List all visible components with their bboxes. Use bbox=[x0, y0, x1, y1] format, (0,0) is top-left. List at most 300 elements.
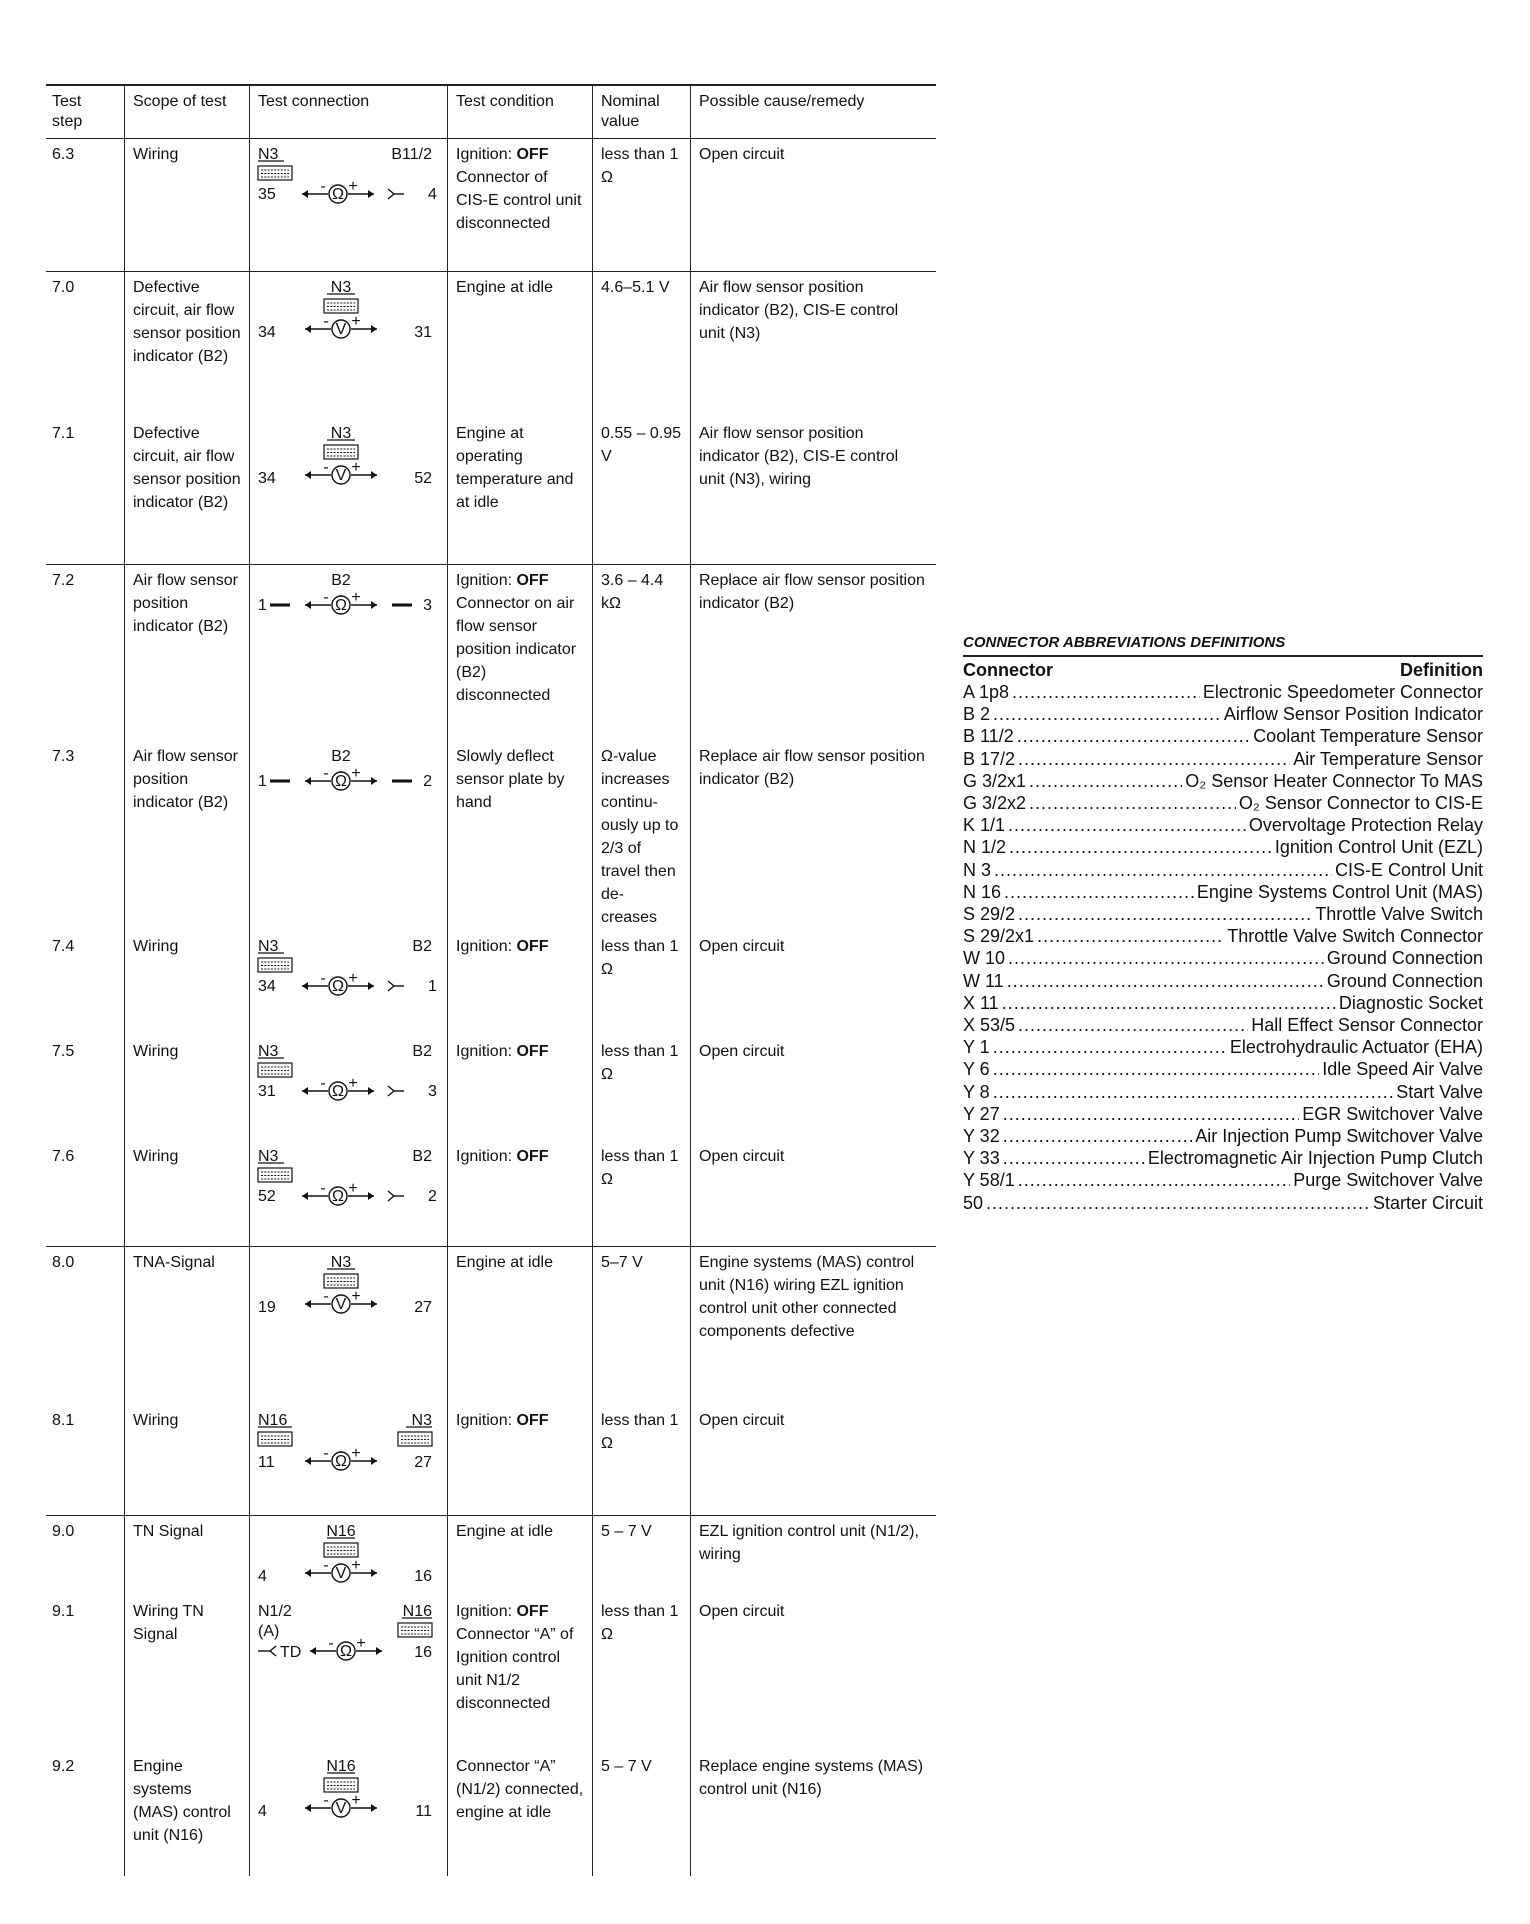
connector-top-label: N3 bbox=[330, 279, 352, 296]
definition-connector: 50 bbox=[963, 1192, 984, 1213]
table-row bbox=[46, 1141, 936, 1246]
nominal-value: less than 1 Ω bbox=[592, 139, 690, 271]
nominal-value: 0.55 – 0.95 V bbox=[592, 418, 690, 564]
test-condition: Engine at idle bbox=[447, 272, 592, 418]
definition-text: Coolant Temperature Sensor bbox=[1253, 726, 1483, 747]
connector-plug-icon bbox=[258, 1063, 292, 1077]
definition-text: Air Injection Pump Switchover Valve bbox=[1195, 1126, 1483, 1147]
pin-right-label: 4 bbox=[428, 186, 437, 203]
definition-connector: Y 33 bbox=[963, 1148, 1000, 1169]
definition-row bbox=[963, 836, 1483, 858]
scope-of-test: Wiring bbox=[124, 1036, 249, 1141]
connection-diagram bbox=[250, 418, 448, 564]
test-condition bbox=[447, 1036, 592, 1141]
connector-plug-icon bbox=[398, 1432, 432, 1446]
table-row bbox=[46, 1751, 936, 1876]
definition-row bbox=[963, 770, 1483, 792]
possible-cause: Replace engine systems (MAS) control unit (N16) bbox=[690, 1751, 936, 1876]
voltmeter-icon bbox=[305, 313, 377, 338]
svg-text:+: + bbox=[356, 1635, 366, 1652]
connector-right-label: B11/2 bbox=[391, 146, 432, 163]
test-step: 6.3 bbox=[52, 146, 75, 163]
pin-left-label: 31 bbox=[258, 1083, 276, 1100]
pin-left-label: 34 bbox=[258, 470, 276, 487]
connection-diagram bbox=[250, 1247, 448, 1405]
connector-top-label: B2 bbox=[331, 748, 351, 765]
table-row bbox=[46, 418, 936, 564]
pin-left-label: 1 bbox=[258, 597, 267, 614]
svg-text:+: + bbox=[348, 1180, 358, 1197]
test-step: 7.5 bbox=[52, 1043, 75, 1060]
test-connection bbox=[249, 272, 447, 418]
connector-definitions bbox=[963, 634, 1483, 1214]
condition-detail: Connector “A” of Ignition control unit N1/2 disconnected bbox=[456, 1626, 574, 1712]
test-step: 9.2 bbox=[52, 1758, 75, 1775]
table-row bbox=[46, 1596, 936, 1751]
connector-right-label: N16 bbox=[402, 1603, 432, 1620]
condition-off: OFF bbox=[516, 1148, 549, 1165]
test-connection bbox=[249, 1141, 447, 1246]
connector-left-label: N3 bbox=[258, 1043, 279, 1060]
leader-dots bbox=[1029, 792, 1236, 814]
definition-connector: S 29/2x1 bbox=[963, 926, 1035, 947]
definition-row bbox=[963, 925, 1483, 947]
scope-of-test: Wiring bbox=[124, 1141, 249, 1246]
test-connection bbox=[249, 931, 447, 1036]
connector-plug-icon bbox=[258, 166, 292, 180]
scope-of-test: TN Signal bbox=[124, 1516, 249, 1596]
table-row bbox=[46, 1405, 936, 1515]
svg-text:Ω: Ω bbox=[332, 1083, 344, 1100]
ohmmeter-icon bbox=[310, 1635, 382, 1660]
svg-text:V: V bbox=[335, 1565, 347, 1582]
test-connection bbox=[249, 1751, 447, 1876]
voltmeter-icon bbox=[305, 459, 377, 484]
svg-text:+: + bbox=[348, 970, 358, 987]
condition-off: OFF bbox=[516, 938, 549, 955]
ohmmeter-icon bbox=[302, 970, 374, 995]
definition-row bbox=[963, 970, 1483, 992]
test-step: 9.1 bbox=[52, 1603, 75, 1620]
connector-plug-icon bbox=[324, 1543, 358, 1557]
connection-diagram bbox=[250, 1751, 448, 1876]
definitions-list bbox=[963, 681, 1483, 1214]
header-scope: Scope of test bbox=[124, 86, 249, 138]
condition-detail: Connector on air flow sensor position indicator (B2) disconnected bbox=[456, 595, 577, 704]
svg-text:Ω: Ω bbox=[335, 597, 347, 614]
definition-connector: X 53/5 bbox=[963, 1015, 1016, 1036]
svg-text:-: - bbox=[320, 1180, 326, 1197]
test-table bbox=[46, 84, 936, 1876]
leader-dots bbox=[1018, 903, 1312, 925]
svg-text:-: - bbox=[323, 1445, 329, 1462]
pin-right-label: 3 bbox=[423, 597, 432, 614]
definition-connector: N 3 bbox=[963, 859, 992, 880]
connector-plug-icon bbox=[324, 1274, 358, 1288]
condition-off: OFF bbox=[516, 572, 549, 589]
possible-cause: Open circuit bbox=[690, 1036, 936, 1141]
definition-row bbox=[963, 947, 1483, 969]
pin-right-label: 27 bbox=[414, 1454, 432, 1471]
definition-text: Starter Circuit bbox=[1372, 1192, 1483, 1213]
definition-row bbox=[963, 814, 1483, 836]
nominal-value: 4.6–5.1 V bbox=[592, 272, 690, 418]
leader-dots bbox=[1003, 1103, 1300, 1125]
definition-connector: G 3/2x1 bbox=[963, 770, 1027, 791]
voltmeter-icon bbox=[305, 1792, 377, 1817]
condition-off: OFF bbox=[516, 1412, 549, 1429]
definition-row bbox=[963, 792, 1483, 814]
scope-of-test: Air flow sensor position indicator (B2) bbox=[124, 565, 249, 741]
possible-cause: Open circuit bbox=[690, 1596, 936, 1751]
connector-top-label: N16 bbox=[326, 1523, 356, 1540]
test-condition bbox=[447, 1596, 592, 1751]
definition-connector: X 11 bbox=[963, 992, 999, 1013]
definition-text: Airflow Sensor Position Indicator bbox=[1223, 704, 1483, 725]
leader-dots bbox=[1018, 1014, 1248, 1036]
connector-sub-label: (A) bbox=[258, 1623, 280, 1640]
scope-of-test: Wiring bbox=[124, 1405, 249, 1515]
table-row bbox=[46, 1036, 936, 1141]
scope-of-test: Wiring bbox=[124, 139, 249, 271]
test-connection bbox=[249, 1247, 447, 1405]
condition-lead: Ignition: bbox=[456, 146, 517, 163]
leader-dots bbox=[1018, 1169, 1291, 1191]
definition-row bbox=[963, 1192, 1483, 1214]
table-row bbox=[46, 139, 936, 271]
leader-dots bbox=[993, 703, 1221, 725]
male-end-icon bbox=[258, 1646, 276, 1656]
svg-text:+: + bbox=[351, 1792, 361, 1809]
svg-text:V: V bbox=[335, 467, 347, 484]
test-connection bbox=[249, 1596, 447, 1751]
definition-connector: K 1/1 bbox=[963, 815, 1006, 836]
connector-right-label: B2 bbox=[412, 938, 432, 955]
nominal-value: less than 1 Ω bbox=[592, 1036, 690, 1141]
scope-of-test: Engine systems (MAS) control unit (N16) bbox=[124, 1751, 249, 1876]
leader-dots bbox=[986, 1192, 1370, 1214]
leader-dots bbox=[1017, 725, 1250, 747]
possible-cause: EZL ignition control unit (N1/2), wiring bbox=[690, 1516, 936, 1596]
svg-text:-: - bbox=[323, 589, 329, 606]
leader-dots bbox=[1003, 1125, 1193, 1147]
condition-detail: Connector of CIS-E control unit disconnected bbox=[456, 169, 582, 232]
test-step: 8.0 bbox=[52, 1254, 75, 1271]
pin-left-label: 4 bbox=[258, 1803, 267, 1820]
svg-text:+: + bbox=[348, 178, 358, 195]
header-connection: Test connection bbox=[249, 86, 447, 138]
connector-plug-icon bbox=[398, 1623, 432, 1637]
definition-connector: Y 27 bbox=[963, 1103, 1000, 1124]
condition-off: OFF bbox=[516, 146, 549, 163]
svg-text:-: - bbox=[320, 1075, 326, 1092]
connector-right-label: B2 bbox=[412, 1148, 432, 1165]
connector-left-label: N3 bbox=[258, 1148, 279, 1165]
test-step: 7.6 bbox=[52, 1148, 75, 1165]
table-row bbox=[46, 1515, 936, 1596]
svg-text:-: - bbox=[323, 459, 329, 476]
test-connection bbox=[249, 139, 447, 271]
definition-text: Diagnostic Socket bbox=[1338, 992, 1483, 1013]
connector-left-label: N16 bbox=[258, 1412, 288, 1429]
ohmmeter-icon bbox=[302, 178, 374, 203]
condition-off: OFF bbox=[516, 1603, 549, 1620]
definition-text: Electromagnetic Air Injection Pump Clutch bbox=[1147, 1148, 1483, 1169]
definition-text: Throttle Valve Switch bbox=[1315, 904, 1483, 925]
leader-dots bbox=[1029, 770, 1182, 792]
connector-right-label: B2 bbox=[412, 1043, 432, 1060]
definition-connector: Y 1 bbox=[963, 1037, 990, 1058]
test-connection bbox=[249, 1516, 447, 1596]
possible-cause: Replace air flow sensor position indicator (B2) bbox=[690, 565, 936, 741]
test-condition: Slowly deflect sensor plate by hand bbox=[447, 741, 592, 933]
nominal-value: less than 1 Ω bbox=[592, 1596, 690, 1751]
definition-text: Purge Switchover Valve bbox=[1293, 1170, 1483, 1191]
definition-connector: A 1p8 bbox=[963, 682, 1010, 702]
connector-plug-icon bbox=[258, 958, 292, 972]
leader-dots bbox=[1008, 947, 1324, 969]
svg-text:+: + bbox=[351, 459, 361, 476]
ohmmeter-icon bbox=[305, 765, 377, 790]
definition-connector: B 2 bbox=[963, 704, 991, 725]
table-row bbox=[46, 1246, 936, 1405]
test-connection bbox=[249, 1036, 447, 1141]
test-connection bbox=[249, 418, 447, 564]
leader-dots bbox=[993, 1036, 1227, 1058]
test-condition: Engine at operating temperature and at idle bbox=[447, 418, 592, 564]
svg-text:-: - bbox=[320, 970, 326, 987]
header-remedy: Possible cause/remedy bbox=[690, 86, 936, 138]
connection-diagram bbox=[250, 272, 448, 418]
leader-dots bbox=[993, 1058, 1320, 1080]
definition-row bbox=[963, 1058, 1483, 1080]
svg-text:V: V bbox=[335, 1800, 347, 1817]
definition-row bbox=[963, 1014, 1483, 1036]
wire-end-icon bbox=[388, 189, 404, 199]
td-label: TD bbox=[280, 1644, 302, 1661]
leader-dots bbox=[1007, 970, 1324, 992]
connection-diagram bbox=[250, 565, 448, 741]
pin-left-label: 4 bbox=[258, 1568, 267, 1585]
definition-connector: G 3/2x2 bbox=[963, 793, 1027, 814]
definitions-header bbox=[963, 659, 1483, 681]
pin-left-label: 52 bbox=[258, 1188, 276, 1205]
pin-left-label: 19 bbox=[258, 1299, 276, 1316]
scope-of-test: TNA-Signal bbox=[124, 1247, 249, 1405]
definition-row bbox=[963, 881, 1483, 903]
test-condition bbox=[447, 1405, 592, 1515]
connection-diagram bbox=[250, 1596, 448, 1751]
leader-dots bbox=[994, 859, 1332, 881]
scope-of-test: Air flow sensor position indicator (B2) bbox=[124, 741, 249, 933]
test-step: 7.2 bbox=[52, 572, 75, 589]
definition-connector: Y 32 bbox=[963, 1126, 1000, 1147]
definition-connector: W 10 bbox=[963, 948, 1006, 969]
test-step: 7.4 bbox=[52, 938, 75, 955]
test-connection bbox=[249, 1405, 447, 1515]
pin-left-label: 34 bbox=[258, 978, 276, 995]
definition-connector: W 11 bbox=[963, 970, 1004, 991]
definitions-title: CONNECTOR ABBREVIATIONS DEFINITIONS bbox=[963, 634, 1483, 657]
pin-right-label: 27 bbox=[414, 1299, 432, 1316]
connector-top-label: N3 bbox=[330, 1254, 352, 1271]
definition-text: Air Temperature Sensor bbox=[1293, 748, 1483, 769]
definition-row bbox=[963, 1169, 1483, 1191]
scope-of-test: Defective circuit, air flow sensor position indicator (B2) bbox=[124, 418, 249, 564]
svg-text:-: - bbox=[328, 1635, 334, 1652]
possible-cause: Air flow sensor position indicator (B2), CIS-E control unit (N3) bbox=[690, 272, 936, 418]
ohmmeter-icon bbox=[305, 1445, 377, 1470]
connector-right-label: N3 bbox=[411, 1412, 432, 1429]
svg-text:V: V bbox=[335, 321, 347, 338]
definition-text: Hall Effect Sensor Connector bbox=[1251, 1015, 1483, 1036]
connection-diagram bbox=[250, 1405, 448, 1515]
test-step: 7.1 bbox=[52, 425, 75, 442]
voltmeter-icon bbox=[305, 1288, 377, 1313]
test-step: 9.0 bbox=[52, 1523, 75, 1540]
definition-connector: Y 8 bbox=[963, 1081, 990, 1102]
connector-left-label: N3 bbox=[258, 146, 279, 163]
connection-diagram bbox=[250, 1036, 448, 1141]
definition-text: Throttle Valve Switch Connector bbox=[1227, 926, 1483, 947]
test-connection bbox=[249, 741, 447, 933]
nominal-value: 5 – 7 V bbox=[592, 1751, 690, 1876]
connector-top-label: N3 bbox=[330, 425, 352, 442]
test-condition: Engine at idle bbox=[447, 1516, 592, 1596]
test-connection bbox=[249, 565, 447, 741]
definition-connector: B 17/2 bbox=[963, 748, 1016, 769]
svg-text:+: + bbox=[351, 1288, 361, 1305]
pin-left-label: 34 bbox=[258, 324, 276, 341]
definition-text: Idle Speed Air Valve bbox=[1322, 1059, 1483, 1080]
possible-cause: Air flow sensor position indicator (B2), CIS-E control unit (N3), wiring bbox=[690, 418, 936, 564]
connection-diagram bbox=[250, 931, 448, 1036]
table-body bbox=[46, 139, 936, 1876]
svg-text:-: - bbox=[323, 1557, 329, 1574]
definition-row bbox=[963, 748, 1483, 770]
condition-lead: Ignition: bbox=[456, 938, 517, 955]
pin-right-label: 3 bbox=[428, 1083, 437, 1100]
possible-cause: Engine systems (MAS) control unit (N16) wiring EZL ignition control unit other connected components defective bbox=[690, 1247, 936, 1405]
possible-cause: Open circuit bbox=[690, 139, 936, 271]
wire-end-icon bbox=[388, 981, 404, 991]
definition-text: CIS-E Control Unit bbox=[1334, 859, 1483, 880]
nominal-value: 3.6 – 4.4 kΩ bbox=[592, 565, 690, 741]
wire-end-icon bbox=[388, 1191, 404, 1201]
svg-text:+: + bbox=[351, 313, 361, 330]
test-step: 7.0 bbox=[52, 279, 75, 296]
definition-text: Ignition Control Unit (EZL) bbox=[1274, 837, 1483, 858]
svg-text:Ω: Ω bbox=[332, 1188, 344, 1205]
definition-connector: S 29/2 bbox=[963, 904, 1016, 925]
connector-plug-icon bbox=[324, 299, 358, 313]
ohmmeter-icon bbox=[305, 589, 377, 614]
header-condition: Test condition bbox=[447, 86, 592, 138]
definition-row bbox=[963, 992, 1483, 1014]
svg-text:+: + bbox=[348, 1075, 358, 1092]
definition-connector: N 1/2 bbox=[963, 837, 1007, 858]
pin-right-label: 16 bbox=[414, 1568, 432, 1585]
svg-text:+: + bbox=[351, 1445, 361, 1462]
condition-lead: Ignition: bbox=[456, 1043, 517, 1060]
definition-row bbox=[963, 1081, 1483, 1103]
ohmmeter-icon bbox=[302, 1075, 374, 1100]
leader-dots bbox=[993, 1081, 1394, 1103]
pin-left-label: 1 bbox=[258, 773, 267, 790]
condition-lead: Ignition: bbox=[456, 1412, 517, 1429]
pin-left-label: 11 bbox=[258, 1454, 275, 1471]
condition-lead: Ignition: bbox=[456, 1148, 517, 1165]
svg-text:+: + bbox=[351, 1557, 361, 1574]
definition-text: EGR Switchover Valve bbox=[1302, 1103, 1483, 1124]
possible-cause: Open circuit bbox=[690, 1405, 936, 1515]
definition-row bbox=[963, 1147, 1483, 1169]
test-condition bbox=[447, 139, 592, 271]
svg-text:-: - bbox=[323, 313, 329, 330]
definition-connector: B 11/2 bbox=[963, 726, 1014, 747]
svg-text:+: + bbox=[351, 589, 361, 606]
definitions-col-definition: Definition bbox=[1400, 660, 1483, 680]
svg-text:Ω: Ω bbox=[332, 186, 344, 203]
pin-right-label: 2 bbox=[428, 1188, 437, 1205]
svg-text:-: - bbox=[323, 765, 329, 782]
leader-dots bbox=[1018, 748, 1290, 770]
leader-dots bbox=[1037, 925, 1224, 947]
definition-connector: Y 6 bbox=[963, 1059, 990, 1080]
table-row bbox=[46, 564, 936, 741]
connector-plug-icon bbox=[324, 445, 358, 459]
definition-row bbox=[963, 903, 1483, 925]
possible-cause: Open circuit bbox=[690, 1141, 936, 1246]
connector-left-label: N1/2 bbox=[258, 1603, 292, 1620]
nominal-value: less than 1 Ω bbox=[592, 1405, 690, 1515]
test-condition bbox=[447, 565, 592, 741]
nominal-value: Ω-value increases continu- ously up to 2/3 of travel then de- creases bbox=[592, 741, 690, 933]
nominal-value: less than 1 Ω bbox=[592, 1141, 690, 1246]
definition-text: Engine Systems Control Unit (MAS) bbox=[1196, 881, 1483, 902]
table-row bbox=[46, 271, 936, 418]
definition-text: Ground Connection bbox=[1326, 970, 1483, 991]
pin-right-label: 16 bbox=[414, 1644, 432, 1661]
header-nominal: Nominal value bbox=[592, 86, 690, 138]
nominal-value: 5 – 7 V bbox=[592, 1516, 690, 1596]
connection-diagram bbox=[250, 1141, 448, 1246]
connector-left-label: N3 bbox=[258, 938, 279, 955]
connector-plug-icon bbox=[258, 1168, 292, 1182]
connector-top-label: N16 bbox=[326, 1758, 356, 1775]
definition-row bbox=[963, 1103, 1483, 1125]
pin-right-label: 1 bbox=[428, 978, 437, 995]
svg-text:V: V bbox=[335, 1296, 347, 1313]
svg-text:Ω: Ω bbox=[335, 773, 347, 790]
test-condition: Connector “A” (N1/2) connected, engine at idle bbox=[447, 1751, 592, 1876]
test-condition bbox=[447, 931, 592, 1036]
connector-plug-icon bbox=[324, 1778, 358, 1792]
svg-text:-: - bbox=[323, 1792, 329, 1809]
nominal-value: less than 1 Ω bbox=[592, 931, 690, 1036]
leader-dots bbox=[1002, 992, 1336, 1014]
svg-text:-: - bbox=[320, 178, 326, 195]
definitions-col-connector: Connector bbox=[963, 660, 1053, 680]
possible-cause: Replace air flow sensor position indicator (B2) bbox=[690, 741, 936, 933]
leader-dots bbox=[1004, 881, 1194, 903]
definition-connector: N 16 bbox=[963, 881, 1002, 902]
definition-text: O₂ Sensor Connector to CIS-E bbox=[1238, 793, 1483, 814]
definition-row bbox=[963, 703, 1483, 725]
definition-row bbox=[963, 1125, 1483, 1147]
voltmeter-icon bbox=[305, 1557, 377, 1582]
definition-text: Overvoltage Protection Relay bbox=[1248, 815, 1483, 836]
